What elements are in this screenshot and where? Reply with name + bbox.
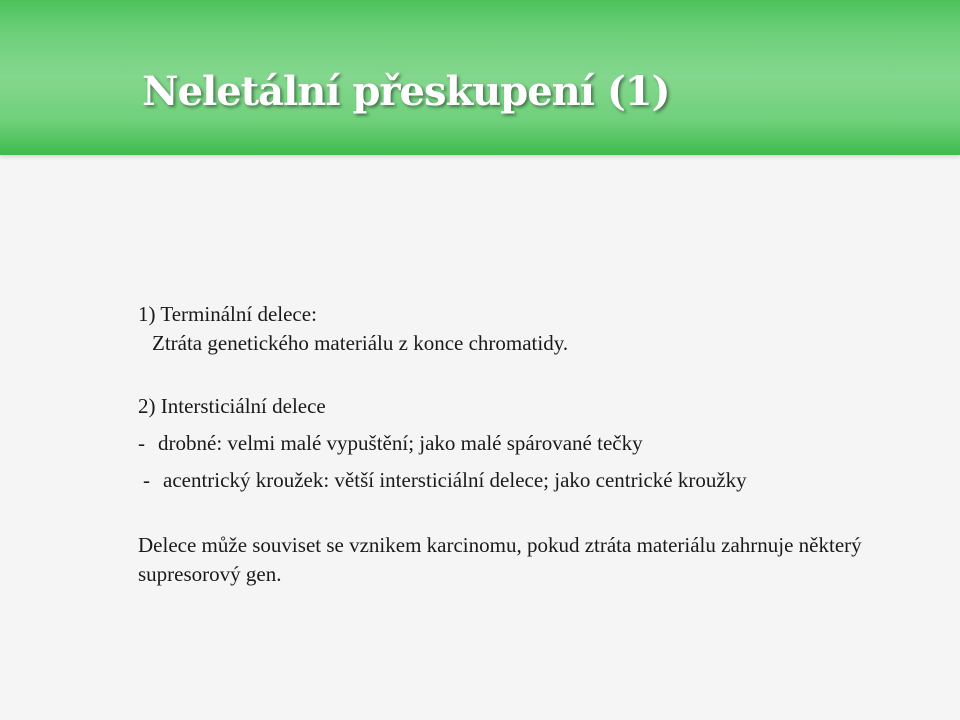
section-interstitial-deletion-heading: 2) Intersticiální delece: [138, 394, 326, 418]
bullet-text-acentric-ring: acentrický kroužek: větší intersticiální delece; jako centrické kroužky: [163, 468, 747, 492]
section-terminal-deletion-heading: 1) Terminální delece:: [138, 302, 317, 326]
bullet-item-acentric-ring: [138, 466, 928, 495]
bullet-marker: -: [138, 431, 145, 455]
bullet-item-small: [138, 429, 928, 458]
slide-title: Neletální přeskupení (1): [142, 68, 670, 115]
slide-content: [138, 300, 928, 589]
conclusion-paragraph: Delece může souviset se vznikem karcinomu, pokud ztráta materiálu zahrnuje některý supresorový gen.: [138, 533, 862, 586]
bullet-marker: -: [143, 468, 150, 492]
bullet-text-small: drobné: velmi malé vypuštění; jako malé spárované tečky: [158, 431, 643, 455]
section-terminal-deletion-description: Ztráta genetického materiálu z konce chromatidy.: [152, 331, 569, 355]
